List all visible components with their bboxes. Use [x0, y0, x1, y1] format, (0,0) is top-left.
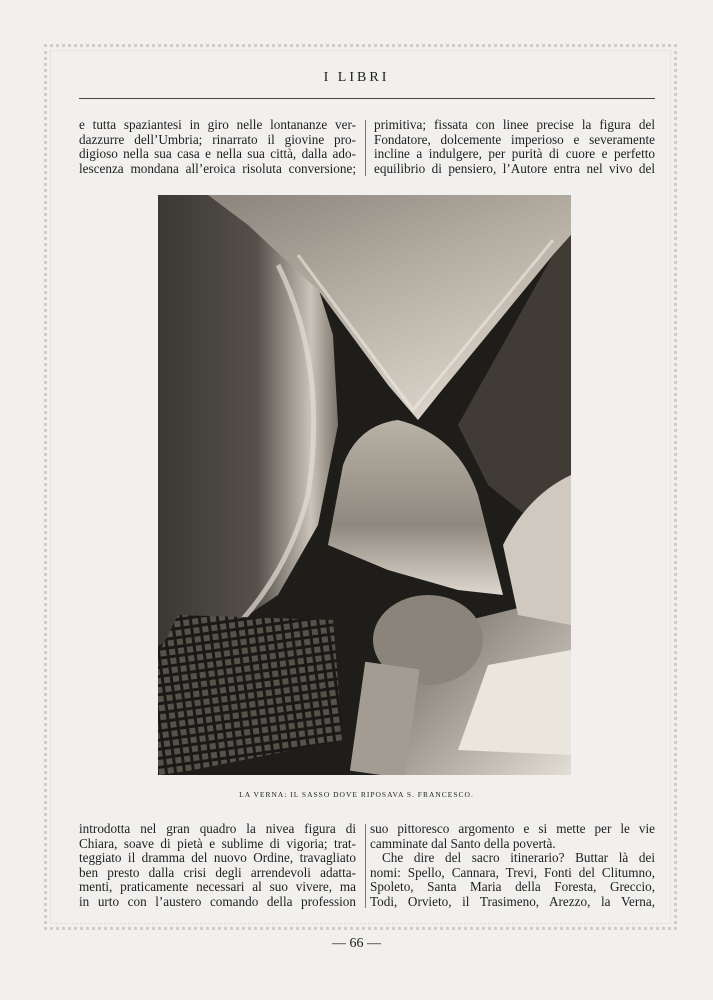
text-line: digioso nella sua casa e nella sua città, dalla ado-	[79, 146, 356, 162]
text-line: primitiva; fissata con linee precise la figura del	[374, 117, 655, 132]
text-line: incline a indulgere, per purità di cuore e perfetto	[374, 146, 655, 162]
text-line: ben presto dalla crisi degli arrendevoli adatta-	[79, 864, 356, 880]
text-line: Todi, Orvieto, il Trasimeno, Arezzo, la Verna,	[370, 893, 655, 909]
bottom-right-column	[370, 822, 655, 910]
text-line: Fondatore, dolcemente imperioso e severamente	[374, 131, 655, 147]
header-rule	[79, 98, 655, 99]
column-divider	[365, 824, 366, 908]
text-line: teggiato il dramma del nuovo Ordine, travagliato	[79, 850, 356, 866]
text-line: suo pittoresco argomento e si mette per le vie	[370, 821, 655, 836]
text-line: Spoleto, Santa Maria della Foresta, Greccio,	[370, 879, 655, 895]
text-line: nomi: Spello, Cannara, Trevi, Fonti del Clitumno,	[370, 864, 655, 880]
text-line: introdotta nel gran quadro la nivea figura di	[79, 821, 356, 836]
text-line: in urto con l’austero comando della profession	[79, 893, 356, 909]
text-line: camminate dal Santo della povertà.	[370, 835, 556, 851]
text-line: menti, praticamente necessari al suo vivere, ma	[79, 879, 356, 895]
top-right-column	[374, 118, 655, 176]
page-number: — 66 —	[332, 936, 381, 951]
text-line: Che dire del sacro itinerario? Buttar là dei	[382, 850, 655, 866]
column-divider	[365, 120, 366, 176]
top-left-column	[79, 118, 356, 176]
text-line: equilibrio di pensiero, l’Autore entra nel vivo del	[374, 160, 655, 176]
photograph-illustration	[158, 195, 571, 775]
running-title: I LIBRI	[323, 70, 390, 85]
text-line: Chiara, soave di pietà e sublime di vigoria; trat-	[79, 835, 356, 851]
text-line: lescenza mondana all’eroica risoluta conversione;	[79, 160, 356, 176]
bottom-left-column	[79, 822, 356, 910]
text-line: e tutta spaziantesi in giro nelle lontananze ver-	[79, 117, 356, 132]
figure-caption: LA VERNA: IL SASSO DOVE RIPOSAVA S. FRANCESCO.	[239, 790, 474, 799]
photograph-rock	[158, 195, 571, 775]
text-line: dazzurre dell’Umbria; rinarrato il giovine pro-	[79, 131, 356, 147]
